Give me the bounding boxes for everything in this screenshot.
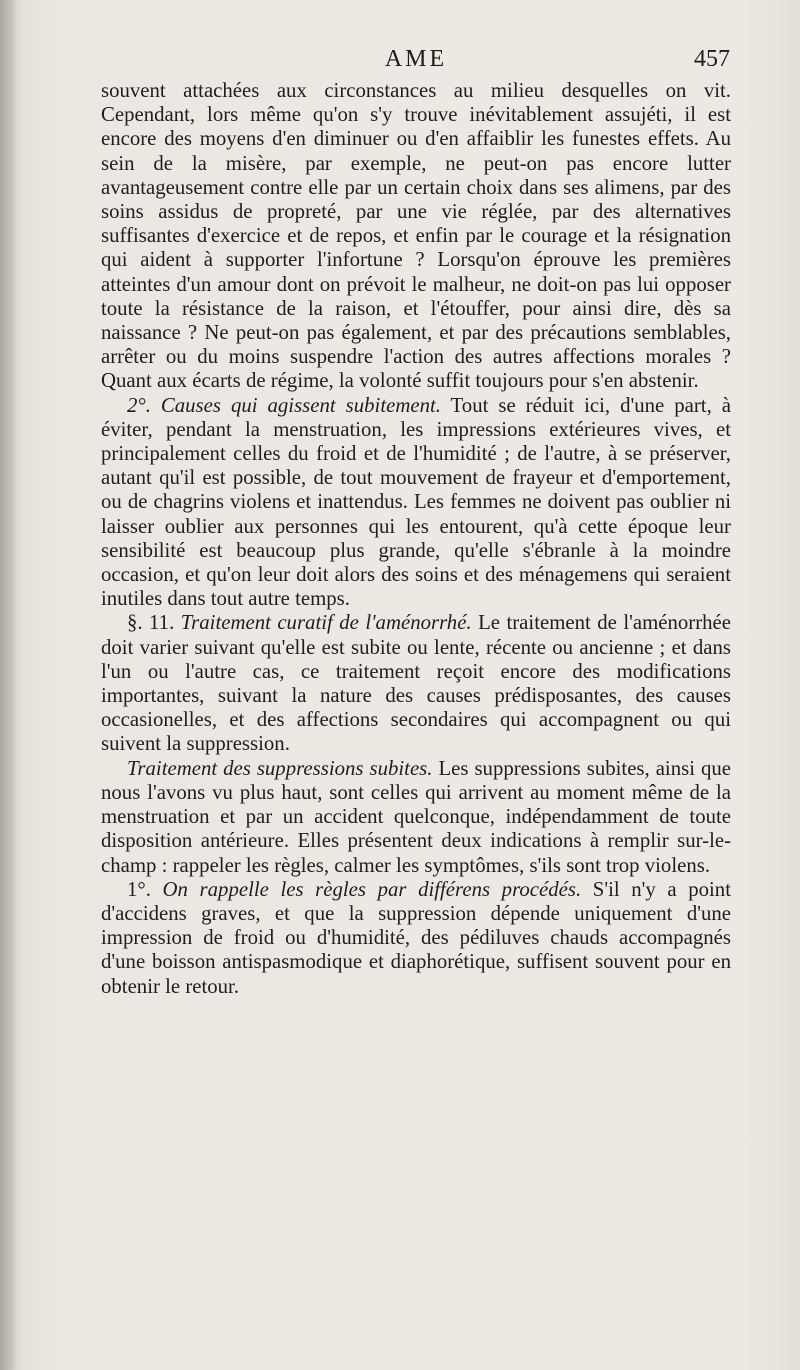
page-number: 457 xyxy=(694,46,730,72)
paragraph-3 xyxy=(101,611,731,756)
paragraph-5-body: S'il n'y a point d'accidens graves, et que la suppression dépende uniquement d'une impression de froid ou d'humidité, des pédiluves chauds accompagnés d'une boisson antispasmodique et diaphorétique, suffisent souvent pour en obtenir le retour. xyxy=(101,877,731,998)
running-head: AME xyxy=(384,46,448,72)
page-header xyxy=(100,44,732,84)
paragraph-2-body: Tout se réduit ici, d'une part, à éviter, pendant la menstruation, les impressions extérieures vives, et principalement celles du froid et de l'humidité ; de l'autre, à se préserver, autant qu'il est possible, de tout mouvement de frayeur et d'emportement, ou de chagrins violens et inattendus. Les femmes ne doivent pas oublier ni laisser oublier aux personnes qui les entourent, qu'à cette époque leur sensibilité est beaucoup plus grande, qu'elle s'ébranle à la moindre occasion, et qu'on leur doit alors des soins et des ménagemens qui seraient inutiles dans tout autre temps. xyxy=(101,393,731,611)
binding-gutter xyxy=(0,0,14,1370)
item-number: 1°. xyxy=(127,877,151,901)
paragraph-2 xyxy=(101,394,731,612)
section-heading: Traitement curatif de l'aménorrhé. xyxy=(180,611,472,635)
paragraph-4 xyxy=(101,757,731,878)
paragraph-2-heading: 2°. Causes qui agissent subitement. xyxy=(127,393,441,417)
paragraph-5 xyxy=(101,878,731,999)
paragraph-4-body: Les suppressions subites, ainsi que nous l'avons vu plus haut, sont celles qui arrivent au moment même de la menstruation et par un accident quelconque, indépendamment de toute disposition antérieure. Elles présentent deux indications à remplir sur-le-champ : rappeler les règles, calmer les symptômes, s'ils sont trop violens. xyxy=(101,756,731,877)
paragraph-3-body: Le traitement de l'aménorrhée doit varier suivant qu'elle est subite ou lente, récente ou ancienne ; et dans l'un ou l'autre cas, ce traitement reçoit encore des modifications importantes, suivant la nature des causes prédisposantes, des causes occasionelles, et des affections secondaires qui accompagnent ou qui suivent la suppression. xyxy=(101,611,731,756)
paragraph-5-heading: On rappelle les règles par différens procédés. xyxy=(162,877,582,901)
paragraph-1: souvent attachées aux circonstances au milieu desquelles on vit. Cependant, lors même qu'on s'y trouve inévitablement assujéti, il est encore des moyens d'en diminuer ou d'en affaiblir les funestes effets. Au sein de la misère, par exemple, ne peut-on pas encore lutter avantageusement contre elle par un certain choix dans ses alimens, par des soins assidus de propreté, par une vie réglée, par des alternatives suffisantes d'exercice et de repos, et enfin par le courage et la résignation qui aident à supporter l'infortune ? Lorsqu'on éprouve les premières atteintes d'un amour dont on prévoit le malheur, ne doit-on pas lui opposer toute la résistance de la raison, et l'étouffer, pour ainsi dire, dès sa naissance ? Ne peut-on pas également, et par des précautions semblables, arrêter ou du moins suspendre l'action des autres affections morales ? Quant aux écarts de régime, la volonté suffit toujours pour s'en abstenir. xyxy=(101,79,731,393)
body-text xyxy=(101,79,731,999)
paragraph-4-heading: Traitement des suppressions subites. xyxy=(127,756,433,780)
section-number: §. 11. xyxy=(127,611,175,635)
